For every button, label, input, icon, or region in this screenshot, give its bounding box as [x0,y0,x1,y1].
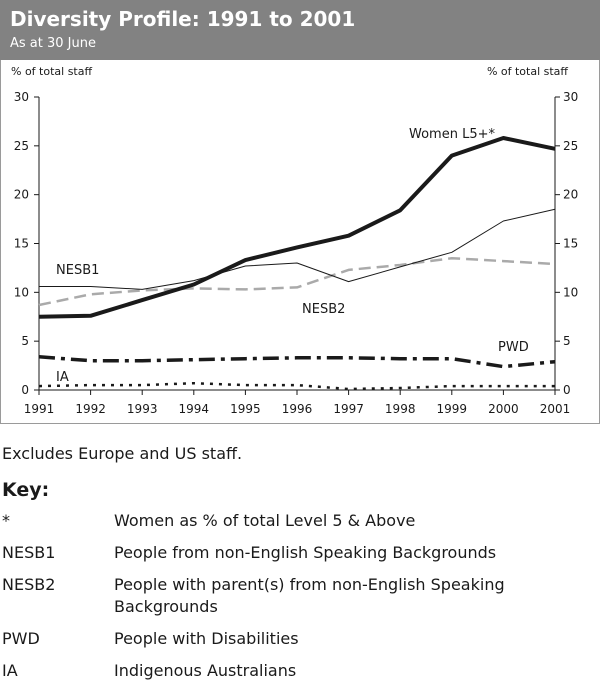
y-axis-label-right: % of total staff [486,65,568,78]
y-tick-label-right: 10 [563,285,579,300]
key-row [2,574,598,618]
x-tick-label: 1993 [126,402,158,416]
y-tick-label-right: 25 [563,138,579,153]
key-description: People with parent(s) from non-English Speaking Backgrounds [114,575,505,616]
y-tick-label-left: 30 [13,90,29,104]
y-tick-label-left: 20 [13,187,29,202]
series-label-women-l5: Women L5+* [409,127,495,142]
key-code: * [2,511,10,530]
x-tick-label: 2001 [539,402,571,416]
x-tick-label: 1994 [178,402,210,416]
y-tick-label-right: 5 [563,334,571,349]
x-tick-label: 2000 [488,402,519,416]
footnote: Excludes Europe and US staff. [2,444,243,463]
y-tick-label-left: 0 [21,383,29,397]
key-code: PWD [2,629,40,648]
x-tick-label: 1998 [384,402,416,416]
x-tick-label: 1992 [75,402,106,416]
chart-subtitle: As at 30 June [10,36,96,51]
y-tick-label-left: 25 [13,138,29,153]
y-tick-label-left: 5 [21,334,29,349]
series-label-ia: IA [56,370,69,385]
chart-area [0,60,600,424]
chart-title: Diversity Profile: 1991 to 2001 [10,7,356,31]
key-description: Indigenous Australians [114,661,297,680]
series-label-nesb2: NESB2 [302,302,346,317]
y-axis-label-left: % of total staff [11,65,93,78]
x-tick-label: 1996 [281,402,313,416]
y-tick-label-right: 20 [563,187,579,202]
line-chart [1,60,599,423]
chart-header [0,0,600,60]
x-tick-label: 1991 [23,402,55,416]
series-line-pwd [39,357,555,367]
key-code: IA [2,661,18,680]
series-label-nesb1: NESB1 [56,263,100,278]
x-tick-label: 1999 [436,402,468,416]
key-description: Women as % of total Level 5 & Above [114,511,416,530]
y-tick-label-left: 10 [13,285,29,300]
y-tick-label-right: 15 [563,236,579,251]
key-heading: Key: [2,479,50,501]
series-line-women-l5 [39,138,555,317]
key-description: People from non-English Speaking Backgrounds [114,543,497,562]
x-tick-label: 1997 [333,402,364,416]
key-description: People with Disabilities [114,629,299,648]
series-label-pwd: PWD [498,340,529,355]
key-row [2,628,598,650]
y-tick-label-right: 0 [563,383,571,397]
y-tick-label-right: 30 [563,90,579,104]
key-row [2,542,598,564]
key-list [2,510,598,692]
series-labels [56,127,529,385]
key-code: NESB1 [2,543,56,562]
series-lines [39,138,555,389]
series-line-ia [39,383,555,389]
series-line-nesb2 [39,258,555,305]
key-row [2,660,598,682]
key-row [2,510,598,532]
x-tick-label: 1995 [230,402,261,416]
key-code: NESB2 [2,575,56,594]
y-tick-label-left: 15 [13,236,29,251]
